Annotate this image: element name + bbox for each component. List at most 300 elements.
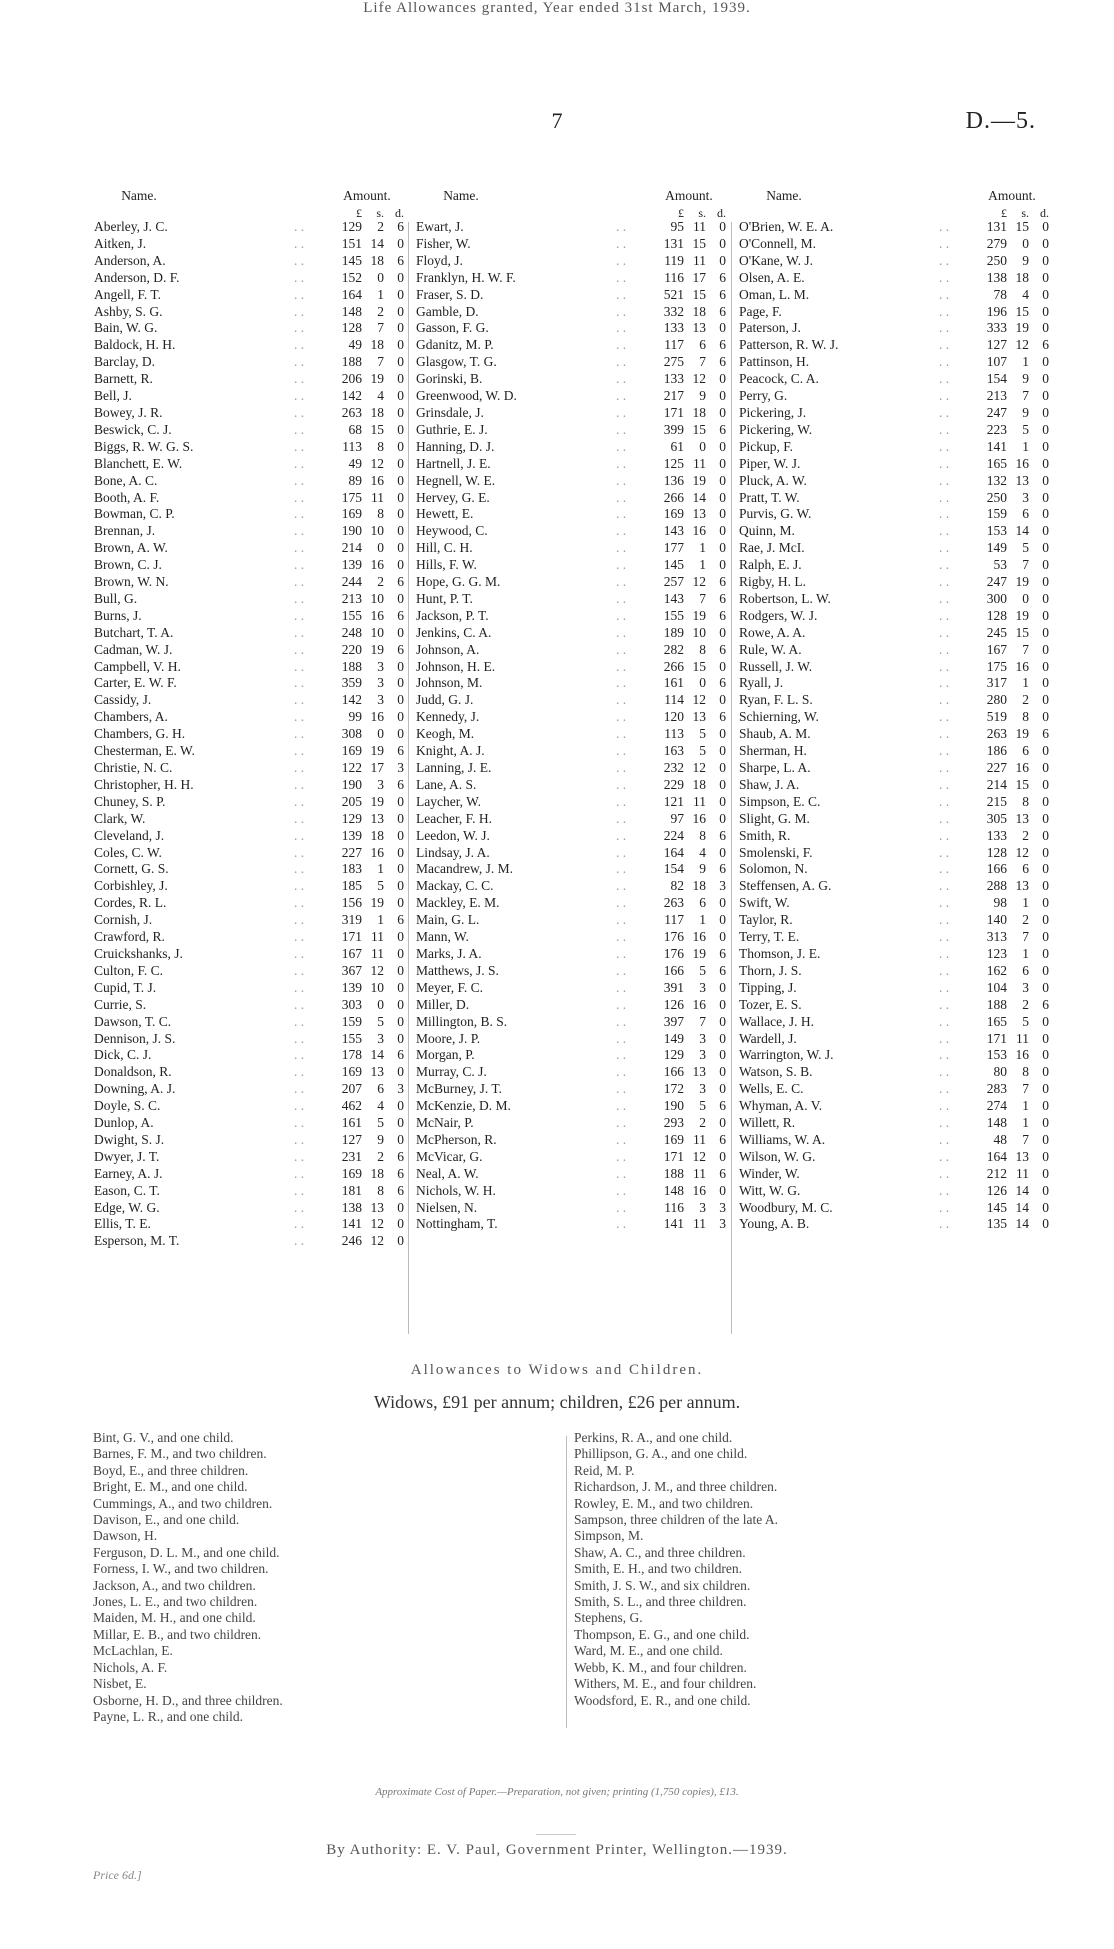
amount-pence: 0	[1042, 286, 1049, 302]
amount-shillings: 19	[692, 945, 706, 961]
allowee-name: Swift, W.	[739, 895, 790, 911]
amount-pence: 0	[1042, 404, 1049, 420]
amount-shillings: 7	[699, 1013, 706, 1029]
table-row	[739, 811, 1051, 828]
leader-dots: . .	[616, 878, 627, 894]
amount-pounds: 519	[986, 709, 1007, 725]
widow-entry: Nichols, A. F.	[93, 1659, 168, 1675]
allowee-name: Bull, G.	[94, 590, 138, 606]
table-row	[739, 456, 1051, 473]
amount-pounds: 205	[341, 793, 362, 809]
amount-shillings: 8	[377, 506, 384, 522]
amount-shillings: 15	[1015, 776, 1029, 792]
widow-entry: Bint, G. V., and one child.	[93, 1430, 234, 1445]
amount-pence: 0	[1042, 1064, 1049, 1080]
amount-shillings: 0	[699, 438, 706, 454]
table-row	[416, 1149, 728, 1166]
amount-pounds: 231	[341, 1148, 362, 1164]
amount-pounds: 263	[986, 726, 1007, 742]
table-row	[94, 659, 406, 676]
amount-pounds: 175	[986, 658, 1007, 674]
table-row	[94, 456, 406, 473]
amount-pence: 0	[1042, 1013, 1049, 1029]
allowee-name: Sherman, H.	[739, 743, 807, 759]
amount-pounds: 263	[663, 895, 684, 911]
table-row	[739, 794, 1051, 811]
leader-dots: . .	[939, 776, 950, 792]
amount-pence: 0	[397, 658, 404, 674]
amount-shillings: 6	[1022, 861, 1029, 877]
amount-pounds: 227	[341, 844, 362, 860]
leader-dots: . .	[294, 1216, 305, 1232]
amount-pounds: 133	[663, 371, 684, 387]
allowee-name: Campbell, V. H.	[94, 658, 181, 674]
amount-pence: 0	[719, 1047, 726, 1063]
allowee-name: Cleveland, J.	[94, 827, 165, 843]
amount-shillings: 14	[692, 489, 706, 505]
allowee-name: Cadman, W. J.	[94, 641, 173, 657]
amount-pence: 0	[397, 979, 404, 995]
leader-dots: . .	[616, 438, 627, 454]
table-row	[739, 1115, 1051, 1132]
table-row	[739, 253, 1051, 270]
table-row	[739, 760, 1051, 777]
amount-pence: 0	[397, 320, 404, 336]
amount-shillings: 2	[1022, 827, 1029, 843]
table-row	[739, 692, 1051, 709]
table-row	[94, 1233, 406, 1250]
allowee-name: Rule, W. A.	[739, 641, 802, 657]
leader-dots: . .	[616, 1182, 627, 1198]
amount-shillings: 18	[370, 827, 384, 843]
column-header-name: Name.	[121, 188, 157, 203]
amount-pounds: 155	[341, 1030, 362, 1046]
amount-shillings: 14	[1015, 1216, 1029, 1232]
leader-dots: . .	[939, 810, 950, 826]
leader-dots: . .	[616, 455, 627, 471]
amount-shillings: 11	[693, 219, 706, 234]
widow-entry: Simpson, M.	[574, 1528, 644, 1544]
amount-pounds: 122	[341, 760, 362, 775]
amount-pence: 0	[397, 878, 404, 894]
amount-pounds: 48	[993, 1131, 1007, 1147]
allowee-name: Doyle, S. C.	[94, 1098, 161, 1114]
allowee-name: Gdanitz, M. P.	[416, 337, 494, 353]
amount-shillings: 12	[370, 1233, 384, 1249]
amount-pounds: 175	[341, 489, 362, 505]
allowee-name: Leacher, F. H.	[416, 810, 492, 826]
widow-entry: Maiden, M. H., and one child.	[93, 1610, 256, 1626]
table-row	[739, 659, 1051, 676]
allowee-name: Hartnell, J. E.	[416, 455, 491, 471]
table-row	[94, 1149, 406, 1166]
amount-pence: 6	[397, 252, 404, 268]
leader-dots: . .	[939, 1081, 950, 1097]
leader-dots: . .	[294, 1030, 305, 1046]
amount-pence: 0	[397, 624, 404, 640]
table-row	[94, 253, 406, 270]
allowee-name: Solomon, N.	[739, 861, 808, 877]
table-row	[94, 777, 406, 794]
leader-dots: . .	[616, 1131, 627, 1147]
allowee-name: Ryall, J.	[739, 675, 784, 691]
leader-dots: . .	[294, 1047, 305, 1063]
amount-shillings: 16	[370, 607, 384, 623]
allowee-name: Patterson, R. W. J.	[739, 337, 839, 353]
allowee-name: Currie, S.	[94, 996, 147, 1012]
amount-shillings: 7	[699, 590, 706, 606]
allowee-name: O'Brien, W. E. A.	[739, 219, 834, 234]
allowee-name: Brown, W. N.	[94, 574, 169, 590]
amount-shillings: 15	[692, 286, 706, 302]
amount-pence: 6	[719, 303, 726, 319]
table-row	[94, 219, 406, 236]
amount-pounds: 113	[342, 438, 362, 454]
amount-shillings: 10	[692, 624, 706, 640]
table-row	[739, 963, 1051, 980]
table-row	[739, 709, 1051, 726]
amount-pence: 0	[397, 388, 404, 404]
table-row	[416, 1183, 728, 1200]
amount-pounds: 171	[663, 404, 684, 420]
amount-pounds: 266	[663, 658, 684, 674]
table-row	[94, 320, 406, 337]
allowee-name: Neal, A. W.	[416, 1165, 479, 1181]
amount-pence: 0	[397, 962, 404, 978]
widow-entry: McLachlan, E.	[93, 1643, 173, 1659]
table-row	[94, 1115, 406, 1132]
amount-pence: 0	[719, 1030, 726, 1046]
widow-entry: Withers, M. E., and four children.	[574, 1676, 757, 1692]
amount-shillings: 11	[371, 489, 384, 505]
leader-dots: . .	[294, 996, 305, 1012]
table-row	[416, 777, 728, 794]
allowee-name: Corbishley, J.	[94, 878, 168, 894]
table-row	[94, 506, 406, 523]
allowee-name: Fraser, S. D.	[416, 286, 484, 302]
leader-dots: . .	[939, 1165, 950, 1181]
amount-pence: 0	[1042, 590, 1049, 606]
allowee-name: Clark, W.	[94, 810, 146, 826]
leader-dots: . .	[939, 709, 950, 725]
amount-shillings: 19	[692, 607, 706, 623]
allowee-name: Chesterman, E. W.	[94, 743, 195, 759]
leader-dots: . .	[294, 1098, 305, 1114]
widow-entry: Ward, M. E., and one child.	[574, 1643, 723, 1659]
allowee-name: Mackay, C. C.	[416, 878, 494, 894]
amount-pounds: 129	[341, 810, 362, 826]
amount-pence: 0	[719, 1115, 726, 1131]
amount-pence: 0	[397, 692, 404, 708]
amount-pounds: 247	[986, 574, 1007, 590]
table-row	[739, 388, 1051, 405]
leader-dots: . .	[939, 641, 950, 657]
amount-pence: 0	[1042, 1047, 1049, 1063]
column-divider	[731, 222, 732, 1334]
widow-entry: Millar, E. B., and two children.	[93, 1626, 262, 1642]
amount-shillings: 11	[1016, 1030, 1029, 1046]
amount-pence: 0	[397, 286, 404, 302]
allowee-name: Crawford, R.	[94, 929, 165, 945]
leader-dots: . .	[616, 590, 627, 606]
table-row	[739, 1149, 1051, 1166]
allowee-name: Taylor, R.	[739, 912, 793, 928]
amount-shillings: 12	[692, 574, 706, 590]
amount-pounds: 332	[663, 303, 684, 319]
amount-pence: 0	[719, 1182, 726, 1198]
allowee-name: Christopher, H. H.	[94, 776, 194, 792]
amount-pounds: 135	[986, 1216, 1007, 1232]
table-row	[416, 591, 728, 608]
allowee-name: Quinn, M.	[739, 523, 795, 539]
unit-label-shillings: s.	[698, 206, 706, 220]
amount-pounds: 190	[341, 776, 362, 792]
leader-dots: . .	[939, 607, 950, 623]
allowee-name: Angell, F. T.	[94, 286, 162, 302]
table-row	[416, 946, 728, 963]
table-row	[739, 895, 1051, 912]
amount-shillings: 0	[377, 269, 384, 285]
table-row	[416, 354, 728, 371]
amount-pounds: 68	[348, 421, 362, 437]
allowee-name: Blanchett, E. W.	[94, 455, 183, 471]
amount-pence: 0	[1042, 303, 1049, 319]
widow-entry: Payne, L. R., and one child.	[93, 1708, 243, 1724]
allowee-name: O'Connell, M.	[739, 235, 817, 251]
amount-shillings: 11	[693, 455, 706, 471]
page-number: 7	[551, 108, 563, 133]
amount-shillings: 8	[377, 1182, 384, 1198]
amount-shillings: 13	[692, 1064, 706, 1080]
amount-pence: 3	[397, 1081, 404, 1097]
amount-pounds: 117	[664, 337, 684, 353]
amount-pounds: 229	[663, 776, 684, 792]
table-row	[739, 608, 1051, 625]
widow-entry: Shaw, A. C., and three children.	[574, 1544, 746, 1560]
leader-dots: . .	[294, 1148, 305, 1164]
table-row	[739, 828, 1051, 845]
leader-dots: . .	[294, 979, 305, 995]
table-row	[94, 675, 406, 692]
allowee-name: Johnson, A.	[416, 641, 480, 657]
amount-shillings: 18	[692, 776, 706, 792]
amount-pence: 0	[397, 709, 404, 725]
allowee-name: Rigby, H. L.	[739, 574, 806, 590]
table-row	[739, 980, 1051, 997]
leader-dots: . .	[939, 472, 950, 488]
amount-pence: 6	[719, 861, 726, 877]
table-row	[739, 861, 1051, 878]
leader-dots: . .	[294, 962, 305, 978]
table-row	[94, 490, 406, 507]
amount-pence: 0	[1042, 472, 1049, 488]
leader-dots: . .	[616, 929, 627, 945]
leader-dots: . .	[294, 388, 305, 404]
leader-dots: . .	[616, 912, 627, 928]
allowee-name: Simpson, E. C.	[739, 793, 821, 809]
amount-shillings: 0	[699, 675, 706, 691]
leader-dots: . .	[294, 675, 305, 691]
amount-pounds: 139	[341, 827, 362, 843]
amount-shillings: 2	[377, 574, 384, 590]
leader-dots: . .	[939, 1115, 950, 1131]
table-row	[94, 692, 406, 709]
amount-pounds: 89	[348, 472, 362, 488]
amount-pounds: 227	[986, 760, 1007, 775]
leader-dots: . .	[939, 286, 950, 302]
amount-shillings: 13	[692, 506, 706, 522]
leader-dots: . .	[616, 1047, 627, 1063]
amount-pence: 0	[397, 810, 404, 826]
amount-pence: 0	[397, 929, 404, 945]
amount-pounds: 213	[341, 590, 362, 606]
table-row	[416, 929, 728, 946]
amount-shillings: 19	[1015, 574, 1029, 590]
amount-pounds: 127	[986, 337, 1007, 353]
amount-pence: 0	[397, 726, 404, 742]
amount-shillings: 19	[370, 641, 384, 657]
leader-dots: . .	[616, 760, 627, 775]
amount-pounds: 164	[986, 1148, 1007, 1164]
amount-pounds: 148	[341, 303, 362, 319]
divider-rule	[536, 1834, 576, 1835]
column-header-amount: Amount.	[988, 188, 1036, 203]
allowee-name: Pluck, A. W.	[739, 472, 807, 488]
amount-pounds: 319	[341, 912, 362, 928]
amount-pence: 0	[719, 219, 726, 234]
amount-shillings: 13	[370, 1199, 384, 1215]
allowee-name: Sharpe, L. A.	[739, 760, 811, 775]
amount-pence: 0	[719, 979, 726, 995]
allowee-name: Thorn, J. S.	[739, 962, 802, 978]
amount-pounds: 163	[663, 743, 684, 759]
allowee-name: Dwight, S. J.	[94, 1131, 165, 1147]
allowee-name: Greenwood, W. D.	[416, 388, 517, 404]
allowee-name: Leedon, W. J.	[416, 827, 490, 843]
amount-shillings: 9	[1022, 404, 1029, 420]
amount-pounds: 206	[341, 371, 362, 387]
leader-dots: . .	[294, 624, 305, 640]
leader-dots: . .	[294, 557, 305, 573]
leader-dots: . .	[939, 320, 950, 336]
widow-entry: Jones, L. E., and two children.	[93, 1594, 258, 1610]
allowee-name: Dick, C. J.	[94, 1047, 152, 1063]
table-row	[416, 828, 728, 845]
amount-pence: 6	[1042, 337, 1049, 353]
allowee-name: Butchart, T. A.	[94, 624, 174, 640]
table-row	[94, 811, 406, 828]
allowee-name: Cassidy, J.	[94, 692, 152, 708]
leader-dots: . .	[294, 878, 305, 894]
table-column	[94, 188, 406, 1250]
table-row	[416, 675, 728, 692]
amount-shillings: 18	[692, 404, 706, 420]
leader-dots: . .	[616, 996, 627, 1012]
amount-pence: 0	[1042, 793, 1049, 809]
amount-pence: 0	[1042, 1081, 1049, 1097]
table-row	[739, 473, 1051, 490]
allowee-name: Macandrew, J. M.	[416, 861, 513, 877]
leader-dots: . .	[616, 574, 627, 590]
allowee-name: Wells, E. C.	[739, 1081, 804, 1097]
amount-shillings: 5	[377, 878, 384, 894]
leader-dots: . .	[939, 219, 950, 234]
allowee-name: Steffensen, A. G.	[739, 878, 832, 894]
amount-pounds: 98	[993, 895, 1007, 911]
allowee-name: Millington, B. S.	[416, 1013, 508, 1029]
amount-pounds: 121	[663, 793, 684, 809]
widow-entry: Smith, E. H., and two children.	[574, 1561, 742, 1577]
amount-pounds: 152	[341, 269, 362, 285]
amount-pence: 0	[1042, 540, 1049, 556]
allowee-name: Aitken, J.	[94, 235, 147, 251]
amount-pence: 6	[719, 1131, 726, 1147]
leader-dots: . .	[616, 1030, 627, 1046]
column-header-amount: Amount.	[665, 188, 713, 203]
allowee-name: Ashby, S. G.	[94, 303, 163, 319]
allowee-name: Laycher, W.	[416, 793, 482, 809]
amount-pence: 0	[719, 540, 726, 556]
amount-shillings: 9	[1022, 371, 1029, 387]
table-row	[416, 1200, 728, 1217]
amount-shillings: 13	[692, 320, 706, 336]
leader-dots: . .	[939, 1199, 950, 1215]
leader-dots: . .	[939, 827, 950, 843]
leader-dots: . .	[294, 912, 305, 928]
table-row	[739, 574, 1051, 591]
table-row	[94, 861, 406, 878]
allowee-name: O'Kane, W. J.	[739, 252, 814, 268]
table-row	[416, 845, 728, 862]
amount-shillings: 15	[1015, 624, 1029, 640]
leader-dots: . .	[294, 844, 305, 860]
amount-pence: 0	[1042, 844, 1049, 860]
amount-shillings: 3	[377, 776, 384, 792]
amount-pounds: 250	[986, 489, 1007, 505]
table-row	[416, 1047, 728, 1064]
amount-shillings: 5	[1022, 421, 1029, 437]
leader-dots: . .	[294, 1233, 305, 1249]
allowee-name: Pickering, W.	[739, 421, 813, 437]
allowee-name: Pickering, J.	[739, 404, 807, 420]
amount-shillings: 8	[1022, 709, 1029, 725]
allowee-name: Mann, W.	[416, 929, 469, 945]
table-row	[94, 473, 406, 490]
amount-shillings: 3	[377, 658, 384, 674]
amount-shillings: 5	[699, 962, 706, 978]
amount-pounds: 367	[341, 962, 362, 978]
allowee-name: Heywood, C.	[416, 523, 488, 539]
leader-dots: . .	[939, 523, 950, 539]
amount-pounds: 164	[663, 844, 684, 860]
table-row	[94, 743, 406, 760]
table-row	[94, 1166, 406, 1183]
amount-pence: 6	[719, 337, 726, 353]
allowee-name: Rodgers, W. J.	[739, 607, 818, 623]
amount-shillings: 12	[692, 1148, 706, 1164]
table-row	[94, 1098, 406, 1115]
amount-pence: 0	[719, 996, 726, 1012]
leader-dots: . .	[939, 337, 950, 353]
leader-dots: . .	[616, 641, 627, 657]
amount-shillings: 13	[370, 810, 384, 826]
table-row	[416, 422, 728, 439]
amount-pence: 0	[397, 455, 404, 471]
leader-dots: . .	[939, 269, 950, 285]
amount-pence: 0	[719, 472, 726, 488]
amount-pence: 0	[719, 760, 726, 775]
leader-dots: . .	[616, 1098, 627, 1114]
